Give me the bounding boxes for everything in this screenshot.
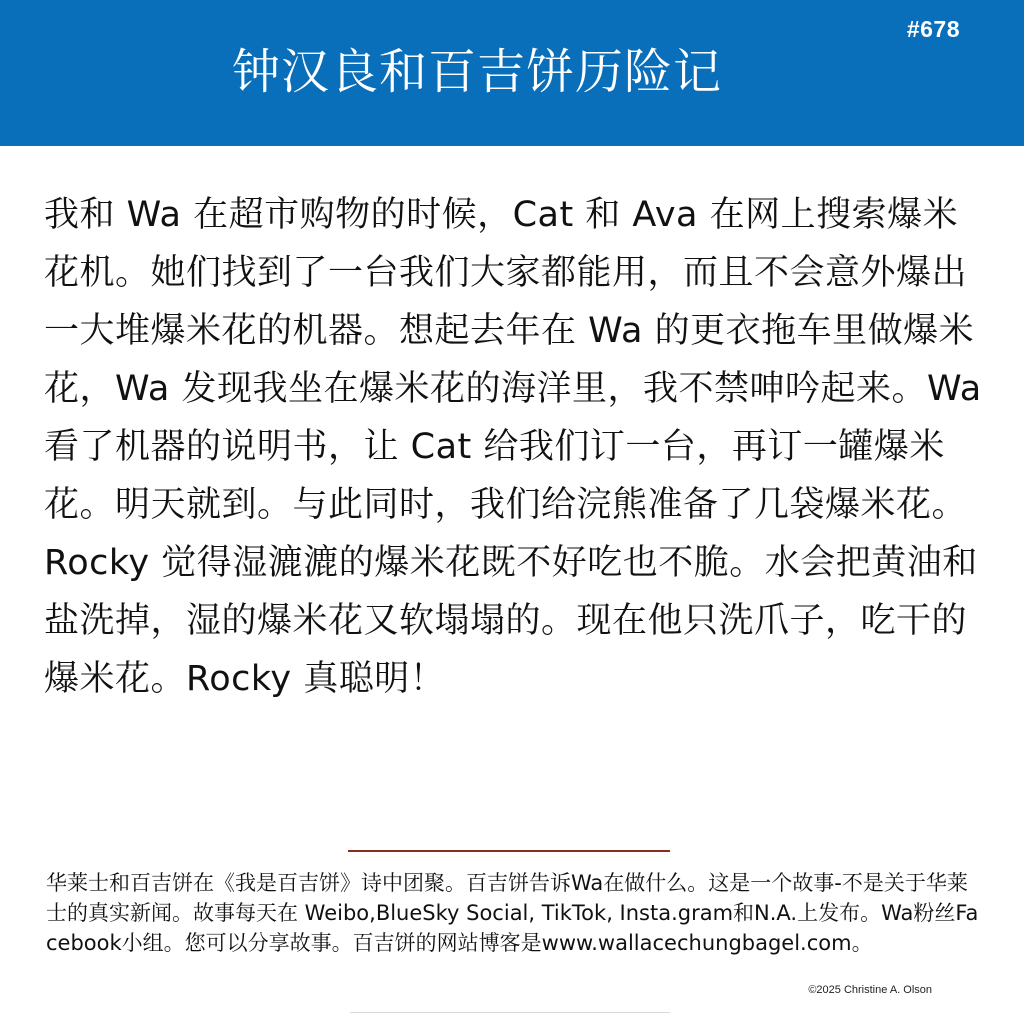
copyright-notice: ©2025 Christine A. Olson	[808, 984, 932, 996]
episode-number: #678	[906, 16, 960, 42]
bottom-divider	[350, 1012, 670, 1013]
story-text: 我和 Wa 在超市购物的时候，Cat 和 Ava 在网上搜索爆米花机。她们找到了一台我们大家都能用，而且不会意外爆出一大堆爆米花的机器。想起去年在 Wa 的更衣拖车里做爆米花，Wa 发现我坐在爆米花的海洋里，我不禁呻吟起来。Wa 看了机器的说明书，让 Cat 给我们订一台，再订一罐爆米花。明天就到。与此同时，我们给浣熊准备了几袋爆米花。Rocky 觉得湿漉漉的爆米花既不好吃也不脆。水会把黄油和盐洗掉，湿的爆米花又软塌塌的。现在他只洗爪子，吃干的爆米花。Rocky 真聪明！	[44, 195, 982, 699]
footer-note: 华莱士和百吉饼在《我是百吉饼》诗中团聚。百吉饼告诉Wa在做什么。这是一个故事-不是关于华莱士的真实新闻。故事每天在 Weibo,BlueSky Social, TikTok, Insta.gram和N.A.上发布。Wa粉丝Facebook小组。您可以分享故事。百吉饼的网站博客是www.wallacechungbagel.com。	[46, 871, 979, 955]
title-banner	[0, 0, 1024, 146]
page-title: 钟汉良和百吉饼历险记	[231, 44, 722, 100]
section-divider	[348, 850, 670, 852]
